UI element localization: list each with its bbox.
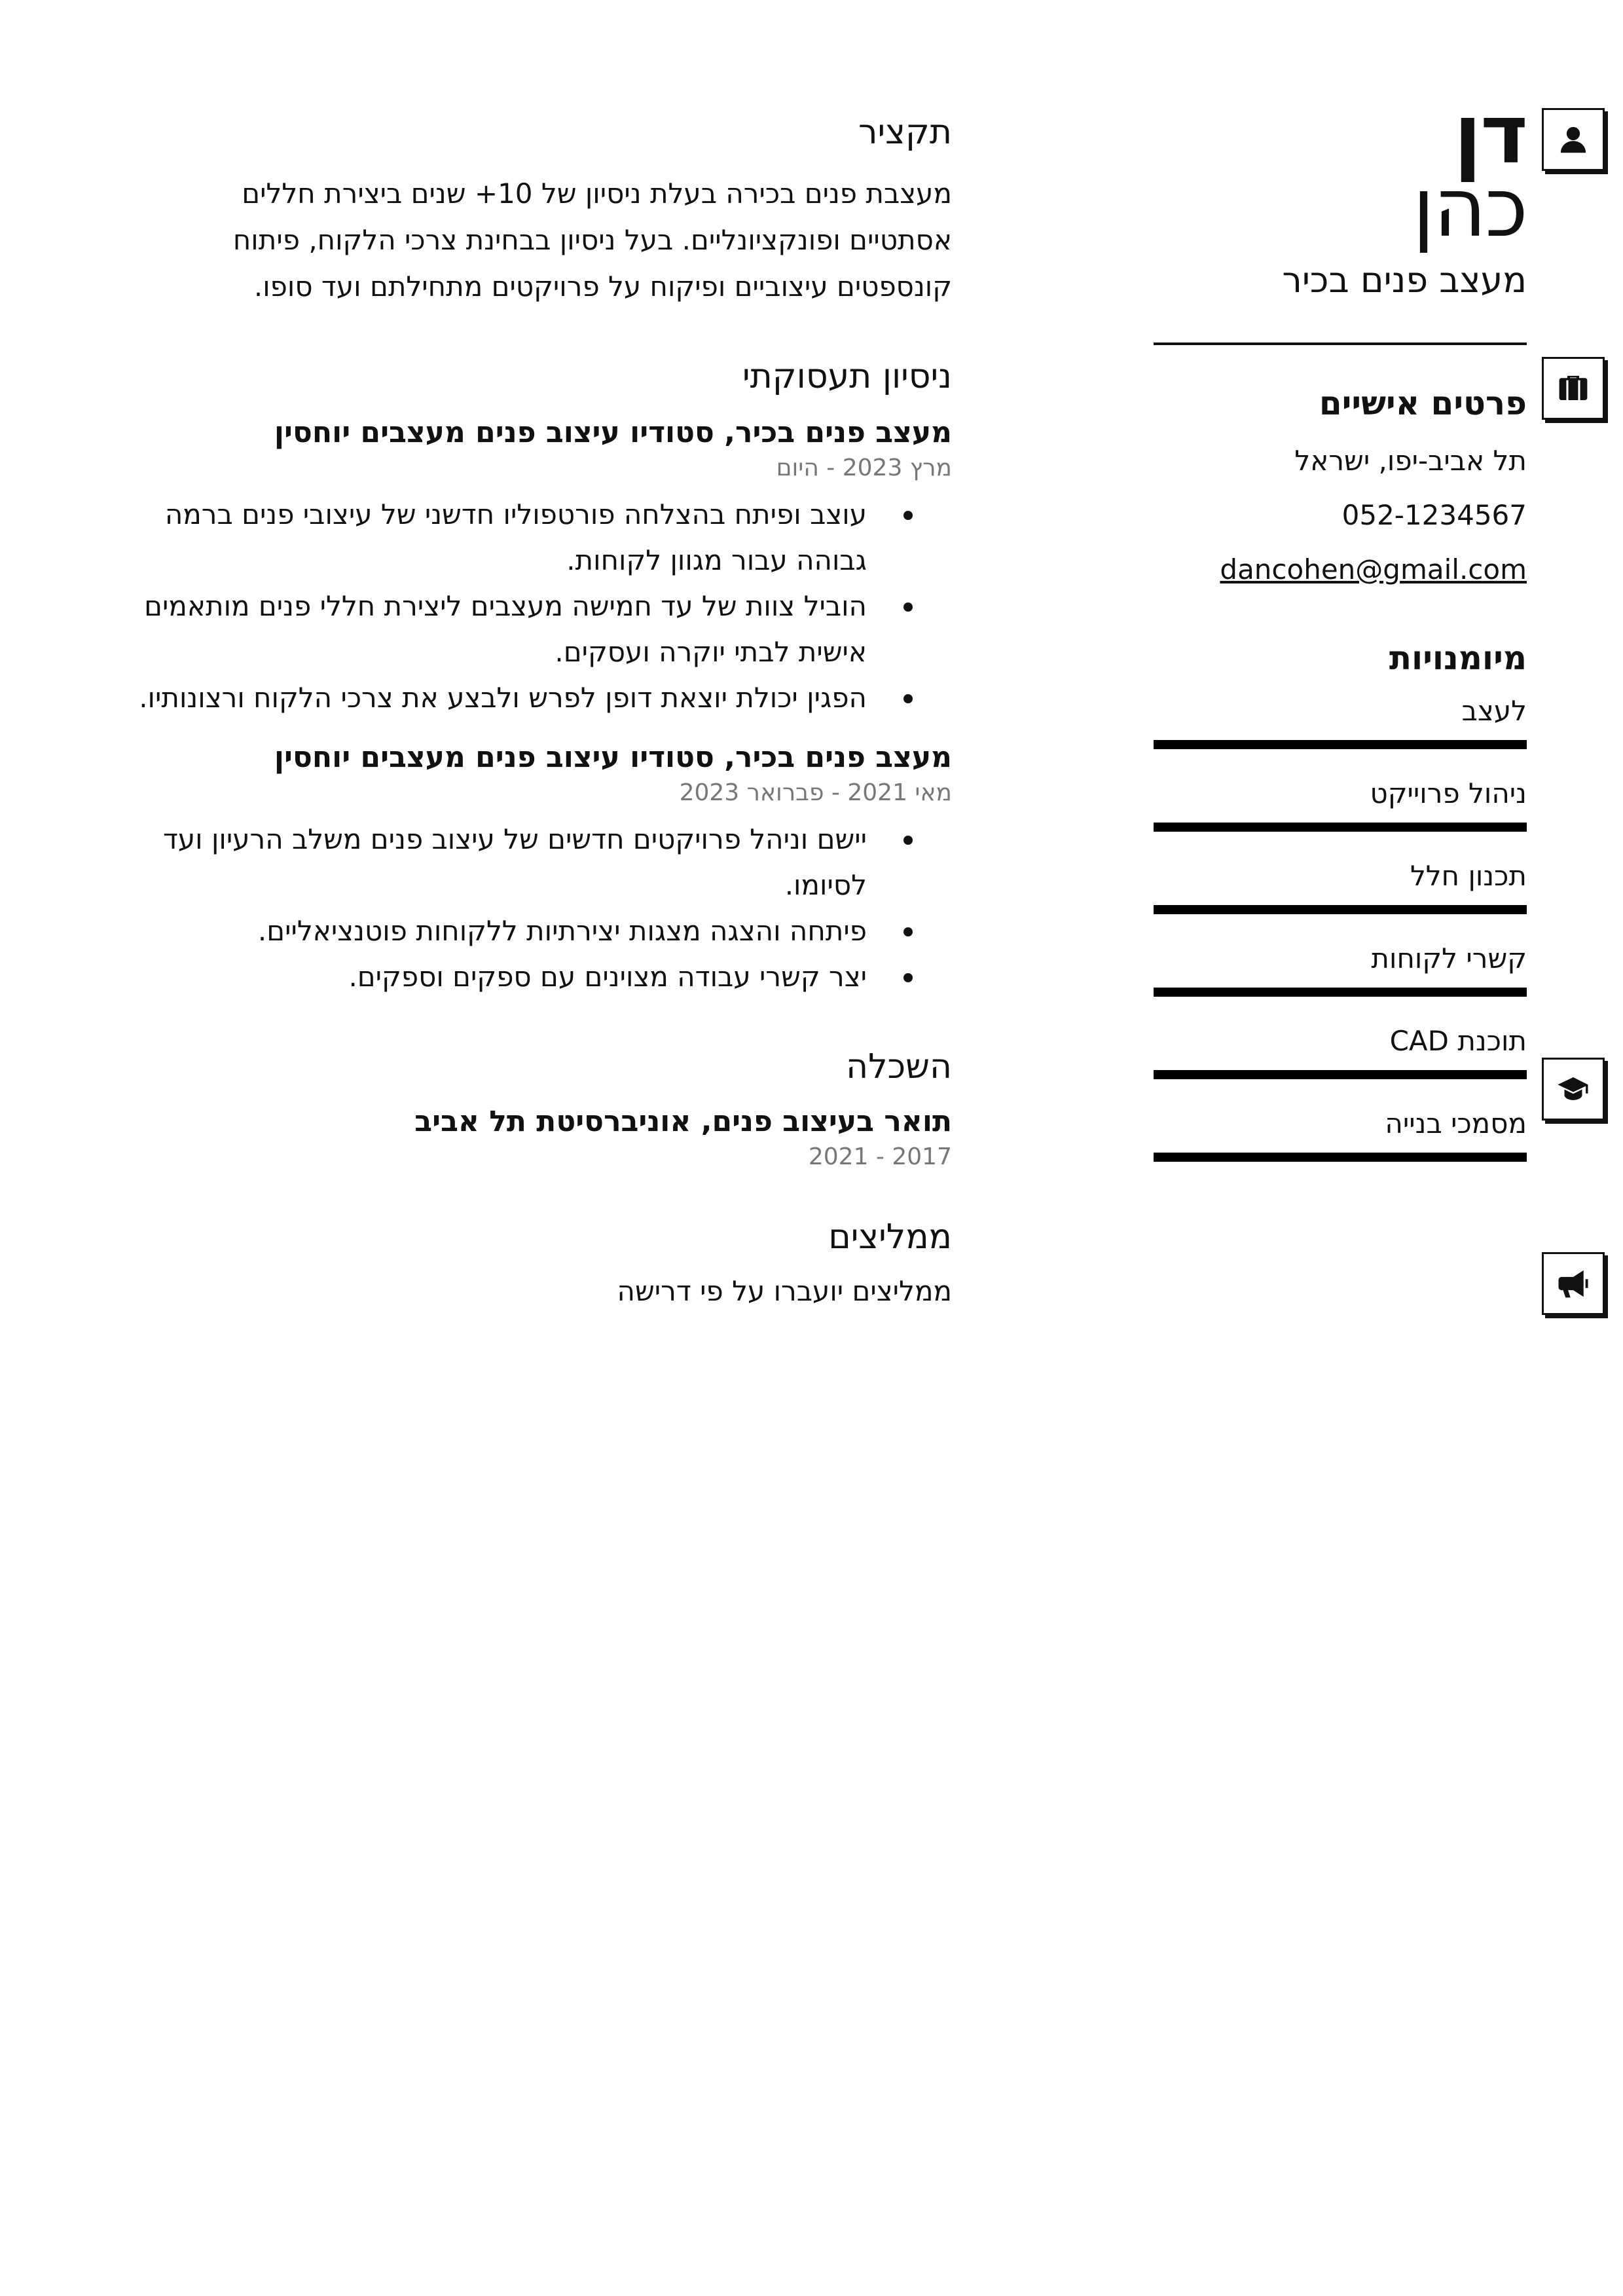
skill-item: [1154, 939, 1527, 997]
duty-item: הוביל צוות של עד חמישה מעצבים ליצירת חללי פנים מותאמים אישית לבתי יוקרה ועסקים.: [131, 583, 867, 675]
job-role: מעצב פנים בכיר, סטודיו עיצוב פנים מעצבים יוחסין: [274, 741, 952, 774]
personal-details-heading: פרטים אישיים: [1319, 384, 1527, 422]
skill-level-bar: [1154, 905, 1527, 914]
job-entry: [131, 741, 952, 1000]
skill-level-bar: [1154, 1070, 1527, 1079]
degree-dates: 2017 - 2021: [808, 1143, 952, 1170]
location-text: תל אביב-יפו, ישראל: [1294, 445, 1527, 477]
skill-label: קשרי לקוחות: [1371, 942, 1527, 974]
skill-item: [1154, 1104, 1527, 1162]
job-dates: מאי 2021 - פברואר 2023: [679, 779, 952, 806]
first-name: דן: [1453, 88, 1527, 182]
skill-label: תכנון חלל: [1410, 860, 1527, 892]
sidebar: [1154, 88, 1527, 1162]
duty-item: עוצב ופיתח בהצלחה פורטפוליו חדשני של עיצובי פנים ברמה גבוהה עבור מגוון לקוחות.: [131, 492, 867, 583]
skill-item: [1154, 692, 1527, 749]
job-entry: [131, 416, 952, 721]
duty-item: יישם וניהל פרויקטים חדשים של עיצוב פנים משלב הרעיון ועד לסיומו.: [131, 817, 867, 908]
megaphone-icon: [1542, 1252, 1605, 1315]
skill-level-bar: [1154, 823, 1527, 832]
references-heading: ממליצים: [828, 1217, 952, 1257]
degree-title: תואר בעיצוב פנים, אוניברסיטת תל אביב: [414, 1105, 952, 1138]
phone-text: 052-1234567: [1341, 499, 1527, 531]
job-role: מעצב פנים בכיר, סטודיו עיצוב פנים מעצבים יוחסין: [274, 416, 952, 449]
skill-level-bar: [1154, 740, 1527, 749]
skill-label: תוכנת CAD: [1389, 1025, 1527, 1057]
experience-section: [131, 357, 952, 1000]
duty-item: הפגין יכולת יוצאת דופן לפרש ולבצע את צרכי הלקוח ורצונותיו.: [131, 675, 867, 721]
duty-item: יצר קשרי עבודה מצוינים עם ספקים וספקים.: [131, 954, 867, 1000]
skill-item: [1154, 1022, 1527, 1079]
duty-item: פיתחה והצגה מצגות יצירתיות ללקוחות פוטנציאליים.: [131, 908, 867, 954]
skill-label: מסמכי בנייה: [1385, 1107, 1527, 1139]
user-icon: [1542, 108, 1605, 171]
skill-item: [1154, 774, 1527, 832]
last-name: כהן: [1412, 161, 1527, 255]
duties-list: [131, 492, 952, 721]
experience-heading: ניסיון תעסוקתי: [742, 357, 952, 396]
briefcase-icon: [1542, 357, 1605, 420]
education-heading: השכלה: [846, 1047, 952, 1086]
skill-level-bar: [1154, 988, 1527, 997]
references-text: ממליצים יועברו על פי דרישה: [617, 1275, 952, 1307]
graduation-cap-icon: [1542, 1058, 1605, 1120]
summary-text: מעצבת פנים בכירה בעלת ניסיון של 10+ שנים ביצירת חללים אסתטיים ופונקציונליים. בעל ניסיון בבחינת צרכי הלקוח, פיתוח קונספטים עיצוביים ופיקוח על פרויקטים מתחילתם ועד סופו.: [232, 177, 952, 303]
skill-level-bar: [1154, 1153, 1527, 1162]
summary-section: [131, 113, 952, 310]
job-dates: מרץ 2023 - היום: [776, 454, 952, 481]
skill-item: [1154, 857, 1527, 914]
candidate-name: [1154, 88, 1527, 255]
duties-list: [131, 817, 952, 1000]
education-section: [131, 1047, 952, 1170]
skill-label: לעצב: [1461, 695, 1527, 727]
email-link[interactable]: dancohen@gmail.com: [1220, 553, 1527, 585]
skills-heading: מיומנויות: [1389, 639, 1527, 677]
main-content: [131, 113, 952, 1354]
skill-label: ניהול פרוייקט: [1370, 777, 1527, 809]
references-section: [131, 1217, 952, 1307]
summary-heading: תקציר: [858, 113, 952, 152]
job-title: מעצב פנים בכיר: [1282, 259, 1527, 301]
divider: [1154, 343, 1527, 345]
